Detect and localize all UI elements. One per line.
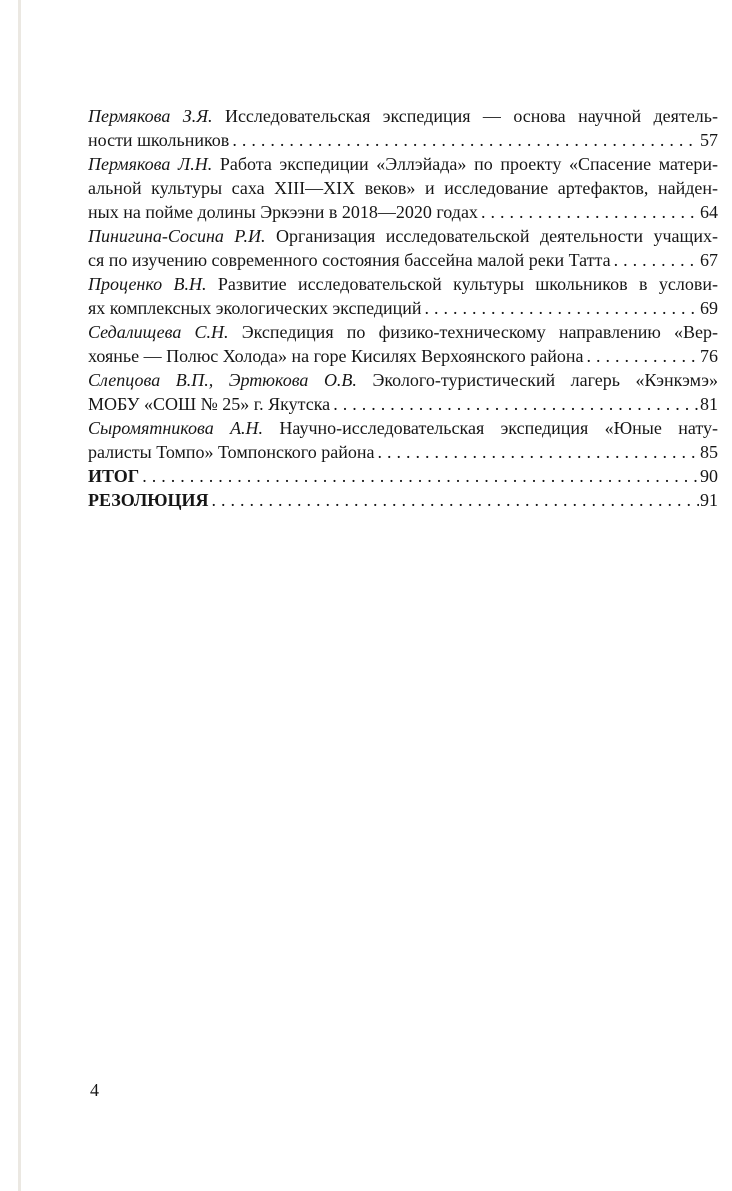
toc-entry-title-text: Эколого-туристический лагерь «Кэнкэмэ» (356, 370, 718, 390)
toc-entry-first-line (88, 104, 718, 128)
toc-entry-author: Сыромятникова А.Н. (88, 418, 264, 438)
toc-entry-title-text: Научно-исследовательская экспедиция «Юные нату- (263, 418, 718, 438)
dot-leader (481, 200, 699, 224)
toc-entry-page-number: 64 (700, 202, 718, 222)
toc-entry-page-number: 81 (700, 394, 718, 414)
toc-entry (88, 488, 718, 512)
toc-section-label: ИТОГ (88, 466, 140, 486)
toc-entry-title-text: ности школьников (88, 130, 230, 150)
toc-entry-page-number: 90 (700, 466, 718, 486)
toc-entry-title-text: Организация исследовательской деятельности учащих- (265, 226, 718, 246)
toc-entry-first-line (88, 320, 718, 344)
toc-entry-title-text: МОБУ «СОШ № 25» г. Якутска (88, 394, 331, 414)
dot-leader (586, 344, 699, 368)
toc-entry-title-text: Исследовательская экспедиция — основа научной деятель- (212, 106, 718, 126)
toc-entry-first-line (88, 224, 718, 248)
toc-entry (88, 104, 718, 152)
toc-entry-author: Пинигина-Сосина Р.И. (88, 226, 266, 246)
dot-leader (333, 392, 699, 416)
dot-leader (378, 440, 700, 464)
toc-entry-author: Слепцова В.П., Эртюкова О.В. (88, 370, 357, 390)
toc-entry-middle-line (88, 176, 718, 200)
toc-entry (88, 368, 718, 416)
table-of-contents (88, 104, 718, 512)
toc-entry-title-text: ралисты Томпо» Томпонского района (88, 442, 375, 462)
toc-entry-title-text: ся по изучению современного состояния бассейна малой реки Татта (88, 250, 611, 270)
toc-entry-page-number: 91 (700, 490, 718, 510)
toc-entry-first-line (88, 368, 718, 392)
toc-entry-title-text: Работа экспедиции «Эллэйада» по проекту «Спасение матери- (212, 154, 718, 174)
dot-leader (614, 248, 699, 272)
toc-entry-author: Пермякова Л.Н. (88, 154, 213, 174)
scan-edge-line (18, 0, 21, 1191)
toc-entry-title-text: альной культуры саха XIII—XIX веков» и исследование артефактов, найден- (88, 178, 718, 198)
toc-entry-page-number: 57 (700, 130, 718, 150)
toc-entry-first-line (88, 416, 718, 440)
toc-entry-title-text: ях комплексных экологических экспедиций (88, 298, 422, 318)
dot-leader (212, 488, 699, 512)
toc-entry (88, 152, 718, 224)
toc-entry (88, 272, 718, 320)
dot-leader (232, 128, 699, 152)
toc-entry-author: Седалищева С.Н. (88, 322, 229, 342)
toc-entry-page-number: 67 (700, 250, 718, 270)
toc-entry-last-line (88, 200, 718, 224)
toc-entry (88, 464, 718, 488)
toc-entry-last-line (88, 392, 718, 416)
toc-entry-page-number: 76 (700, 346, 718, 366)
toc-entry-last-line (88, 128, 718, 152)
page-folio-number: 4 (90, 1080, 99, 1100)
toc-section-label: РЕЗОЛЮЦИЯ (88, 490, 209, 510)
toc-entry-page-number: 85 (700, 442, 718, 462)
toc-entry-last-line (88, 248, 718, 272)
toc-entry-last-line (88, 488, 718, 512)
toc-entry (88, 224, 718, 272)
toc-entry-last-line (88, 440, 718, 464)
toc-entry-page-number: 69 (700, 298, 718, 318)
toc-entry-first-line (88, 152, 718, 176)
toc-entry-title-text: Развитие исследовательской культуры школьников в услови- (206, 274, 718, 294)
toc-entry (88, 320, 718, 368)
toc-entry-first-line (88, 272, 718, 296)
toc-entry-title-text: хоянье — Полюс Холода» на горе Кисилях Верхоянского района (88, 346, 584, 366)
toc-entry-title-text: Экспедиция по физико-техническому направлению «Вер- (228, 322, 718, 342)
toc-entry-title-text: ных на пойме долины Эркээни в 2018—2020 годах (88, 202, 478, 222)
toc-entry-last-line (88, 344, 718, 368)
toc-entry (88, 416, 718, 464)
toc-entry-author: Проценко В.Н. (88, 274, 207, 294)
dot-leader (425, 296, 699, 320)
dot-leader (142, 464, 699, 488)
toc-entry-last-line (88, 464, 718, 488)
toc-entry-last-line (88, 296, 718, 320)
toc-entry-author: Пермякова З.Я. (88, 106, 213, 126)
